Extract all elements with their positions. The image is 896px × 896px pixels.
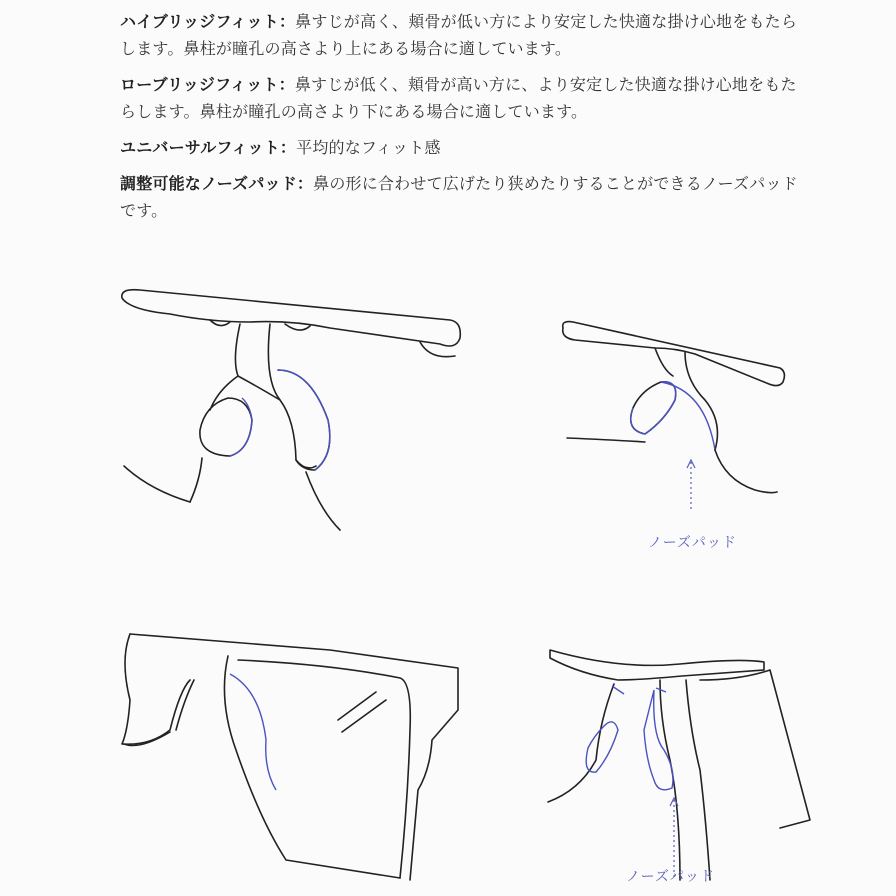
illustration-adjustable-pads [540, 640, 820, 890]
paragraph-low-bridge [120, 71, 800, 125]
fit-description [120, 8, 800, 233]
term-high-bridge: ハイブリッジフィット： [120, 12, 296, 31]
paragraph-universal [120, 134, 800, 161]
paragraph-high-bridge [120, 8, 800, 62]
term-low-bridge: ローブリッジフィット： [120, 75, 295, 94]
illustration-universal-fit [110, 620, 470, 890]
desc-high-bridge: 鼻すじが高く、頬骨が低い方により安定した快適な掛け心地をもたらします。鼻柱が瞳孔の高さより上にある場合に適しています。 [120, 12, 798, 58]
nose-pad-label-top: ノーズパッド [648, 535, 737, 551]
desc-universal: 平均的なフィット感 [296, 138, 441, 157]
desc-adjustable: 鼻の形に合わせて広げたり狭めたりすることができるノーズパッドです。 [120, 174, 798, 220]
nose-pad-label-bottom: ノーズパッド [626, 869, 715, 885]
desc-low-bridge: 鼻すじが低く、頬骨が高い方に、より安定した快適な掛け心地をもたらします。鼻柱が瞳孔の高さより下にある場合に適しています。 [120, 75, 797, 121]
paragraph-adjustable [120, 170, 800, 224]
term-adjustable: 調整可能なノーズパッド： [120, 174, 314, 193]
illustration-low-bridge [555, 310, 795, 510]
illustration-high-bridge [110, 280, 470, 540]
term-universal: ユニバーサルフィット： [120, 138, 297, 157]
